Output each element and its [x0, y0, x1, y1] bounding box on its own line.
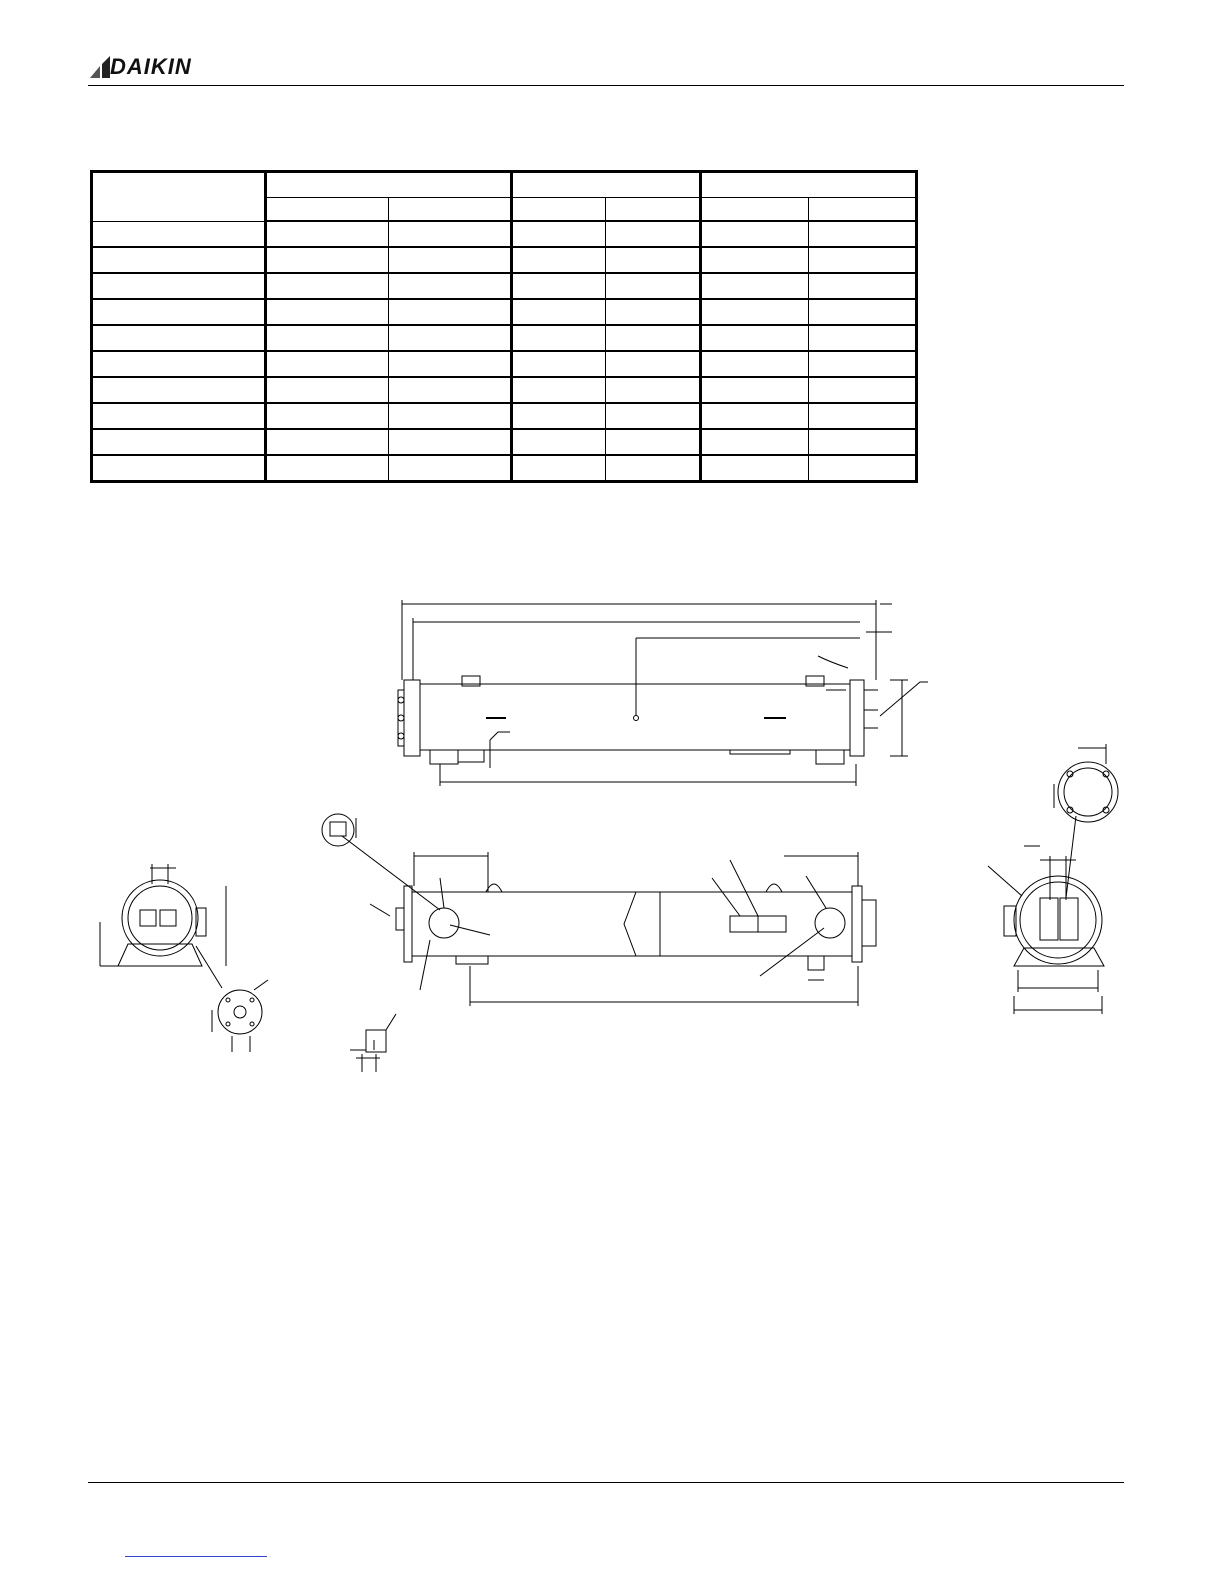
- right-end-view: [988, 744, 1118, 1014]
- nozzle-detail: [322, 814, 356, 846]
- footer-link-underline[interactable]: [125, 1556, 267, 1557]
- flange-detail: [212, 980, 268, 1052]
- side-elevation-top: [398, 600, 928, 786]
- brand-name: DAIKIN: [110, 54, 192, 79]
- side-elevation-bottom: [342, 836, 876, 1006]
- bracket-detail: [350, 1014, 396, 1072]
- footer-rule: [88, 1482, 1124, 1483]
- left-end-view: [100, 864, 226, 988]
